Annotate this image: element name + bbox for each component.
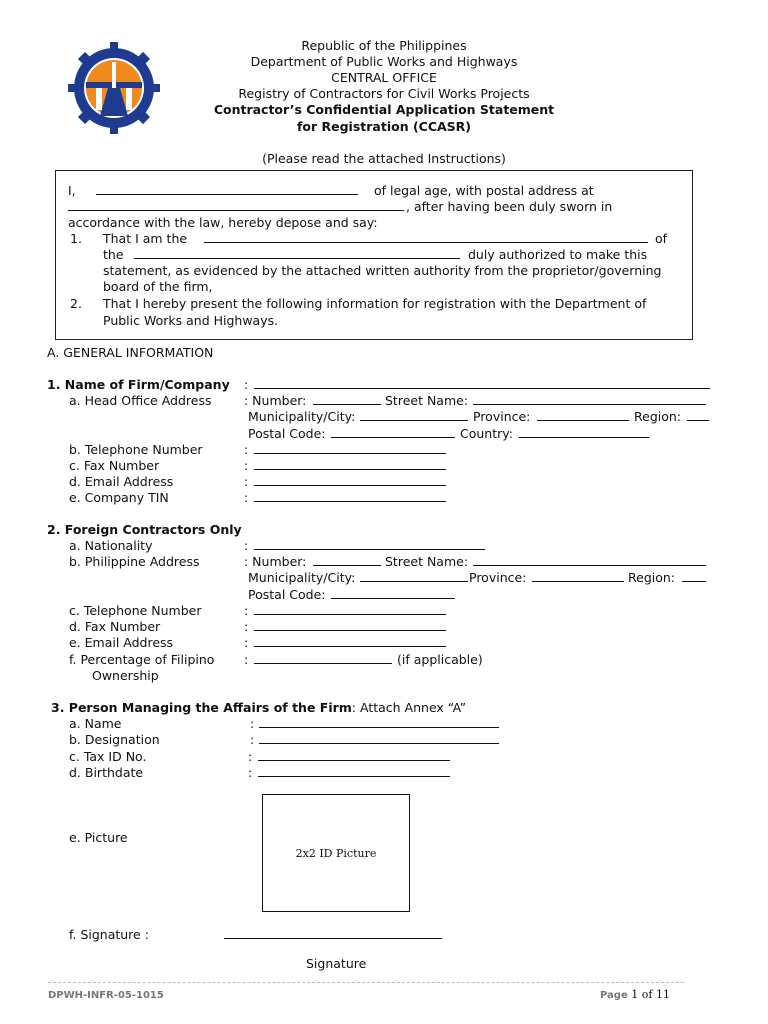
s2-number-input[interactable] (313, 554, 381, 566)
footer-total-pages: of 11 (641, 988, 670, 1001)
colon: : (248, 749, 253, 764)
colon: : (250, 716, 255, 731)
id-picture-caption: 2x2 ID Picture (295, 846, 377, 860)
s1-region-label: Region: (634, 409, 682, 424)
signature-caption: Signature (306, 956, 367, 971)
s2-province-label: Province: (469, 570, 527, 585)
s1-head-office-label: a. Head Office Address (69, 393, 212, 408)
s3-attach-annex: : Attach Annex “A” (351, 700, 467, 715)
s2-postal-input[interactable] (331, 587, 455, 599)
s1-province-input[interactable] (537, 409, 629, 421)
s2-nationality-label: a. Nationality (69, 538, 153, 553)
s2-percentage-input[interactable] (254, 652, 392, 664)
s1-region-input[interactable] (687, 409, 709, 421)
s3-designation-input[interactable] (259, 732, 499, 744)
s2-telephone-label: c. Telephone Number (69, 603, 202, 618)
s1-street-label: Street Name: (385, 393, 469, 408)
oath-the: the (103, 247, 124, 262)
s1-telephone-label: b. Telephone Number (69, 442, 203, 457)
colon: : (244, 490, 249, 505)
s1-number-input[interactable] (313, 393, 381, 405)
s2-title: 2. Foreign Contractors Only (47, 522, 242, 537)
form-title-2: for Registration (CCASR) (296, 119, 472, 134)
s2-address-label: b. Philippine Address (69, 554, 200, 569)
s1-country-label: Country: (460, 426, 513, 441)
s1-number-label: : Number: (244, 393, 307, 408)
s1-municipality-label: Municipality/City: (248, 409, 356, 424)
s3-birthdate-input[interactable] (258, 765, 450, 777)
oath-name-line[interactable] (96, 183, 358, 195)
s1-postal-label: Postal Code: (248, 426, 326, 441)
colon: : (244, 442, 249, 457)
oath-that-i-am: That I am the (103, 231, 188, 246)
firm-name-input[interactable] (254, 377, 710, 389)
s2-email-label: e. Email Address (69, 635, 174, 650)
s1-country-input[interactable] (519, 426, 649, 438)
oath-item-1-number: 1. (70, 231, 82, 246)
s1-street-input[interactable] (473, 393, 706, 405)
footer-divider (48, 982, 684, 983)
s2-municipality-input[interactable] (360, 570, 468, 582)
s1-postal-input[interactable] (331, 426, 455, 438)
header-department: Department of Public Works and Highways (250, 54, 518, 69)
instructions-note: (Please read the attached Instructions) (262, 151, 506, 166)
s3-title: 3. Person Managing the Affairs of the Firm (51, 700, 352, 715)
s1-telephone-input[interactable] (254, 442, 446, 454)
s2-email-input[interactable] (254, 635, 446, 647)
s2-fax-input[interactable] (254, 619, 446, 631)
s2-street-input[interactable] (473, 554, 706, 566)
oath-duly-authorized: duly authorized to make this (468, 247, 648, 262)
s3-name-label: a. Name (69, 716, 122, 731)
form-title: Contractor’s Confidential Application Statement (213, 102, 555, 117)
s1-title: 1. Name of Firm/Company (47, 377, 230, 392)
oath-firm-line[interactable] (134, 247, 460, 259)
s2-if-applicable: (if applicable) (397, 652, 483, 667)
oath-item-2-number: 2. (70, 296, 82, 311)
s3-birthdate-label: d. Birthdate (69, 765, 144, 780)
colon: : (244, 458, 249, 473)
footer-current-page: 1 (631, 988, 639, 1001)
s2-region-label: Region: (628, 570, 676, 585)
colon: : (244, 603, 249, 618)
signature-line[interactable] (224, 938, 442, 939)
header-registry: Registry of Contractors for Civil Works Projects (238, 86, 530, 101)
oath-board: board of the firm, (103, 279, 213, 294)
s3-designation-label: b. Designation (69, 732, 160, 747)
oath-statement: statement, as evidenced by the attached written authority from the proprietor/governing (103, 263, 662, 278)
s1-province-label: Province: (473, 409, 531, 424)
colon: : (248, 765, 253, 780)
colon: : (244, 652, 249, 667)
s1-municipality-input[interactable] (360, 409, 468, 421)
s2-street-label: Street Name: (385, 554, 469, 569)
s3-tax-id-input[interactable] (258, 749, 450, 761)
oath-address-line[interactable] (68, 199, 404, 211)
s2-province-input[interactable] (532, 570, 624, 582)
footer-page-number (600, 988, 670, 1001)
s1-colon: : (244, 377, 249, 392)
colon: : (244, 474, 249, 489)
s1-email-label: d. Email Address (69, 474, 174, 489)
s1-fax-label: c. Fax Number (69, 458, 160, 473)
s3-picture-label: e. Picture (69, 830, 128, 845)
s2-postal-label: Postal Code: (248, 587, 326, 602)
s3-name-input[interactable] (259, 716, 499, 728)
s1-tin-input[interactable] (254, 490, 446, 502)
oath-of: of (655, 231, 668, 246)
oath-position-line[interactable] (204, 231, 648, 243)
s2-ownership-label: Ownership (92, 668, 159, 683)
s2-region-input[interactable] (682, 570, 706, 582)
oath-accordance: accordance with the law, hereby depose and say: (68, 215, 378, 230)
id-picture-box[interactable] (262, 794, 410, 912)
s2-percentage-label: f. Percentage of Filipino (69, 652, 215, 667)
colon: : (250, 732, 255, 747)
s3-signature-label: f. Signature : (69, 927, 149, 942)
s1-tin-label: e. Company TIN (69, 490, 169, 505)
s1-fax-input[interactable] (254, 458, 446, 470)
colon: : (244, 538, 249, 553)
s3-tax-id-label: c. Tax ID No. (69, 749, 147, 764)
colon: : (244, 619, 249, 634)
header-republic: Republic of the Philippines (301, 38, 467, 53)
oath-present: That I hereby present the following information for registration with the Department of (103, 296, 647, 311)
oath-after-sworn: , after having been duly sworn in (406, 199, 613, 214)
s1-email-input[interactable] (254, 474, 446, 486)
oath-pwh: Public Works and Highways. (103, 313, 279, 328)
oath-i: I, (68, 183, 76, 198)
s2-fax-label: d. Fax Number (69, 619, 161, 634)
oath-legal-age: of legal age, with postal address at (374, 183, 594, 198)
s2-telephone-input[interactable] (254, 603, 446, 615)
s2-nationality-input[interactable] (254, 538, 485, 550)
footer-form-code: DPWH-INFR-05-1015 (48, 990, 164, 1001)
header-central-office: CENTRAL OFFICE (331, 70, 437, 85)
colon: : (244, 635, 249, 650)
footer-page-word: Page (600, 990, 628, 1001)
s2-number-label: : Number: (244, 554, 307, 569)
section-a-title: A. GENERAL INFORMATION (47, 345, 214, 360)
s2-municipality-label: Municipality/City: (248, 570, 356, 585)
